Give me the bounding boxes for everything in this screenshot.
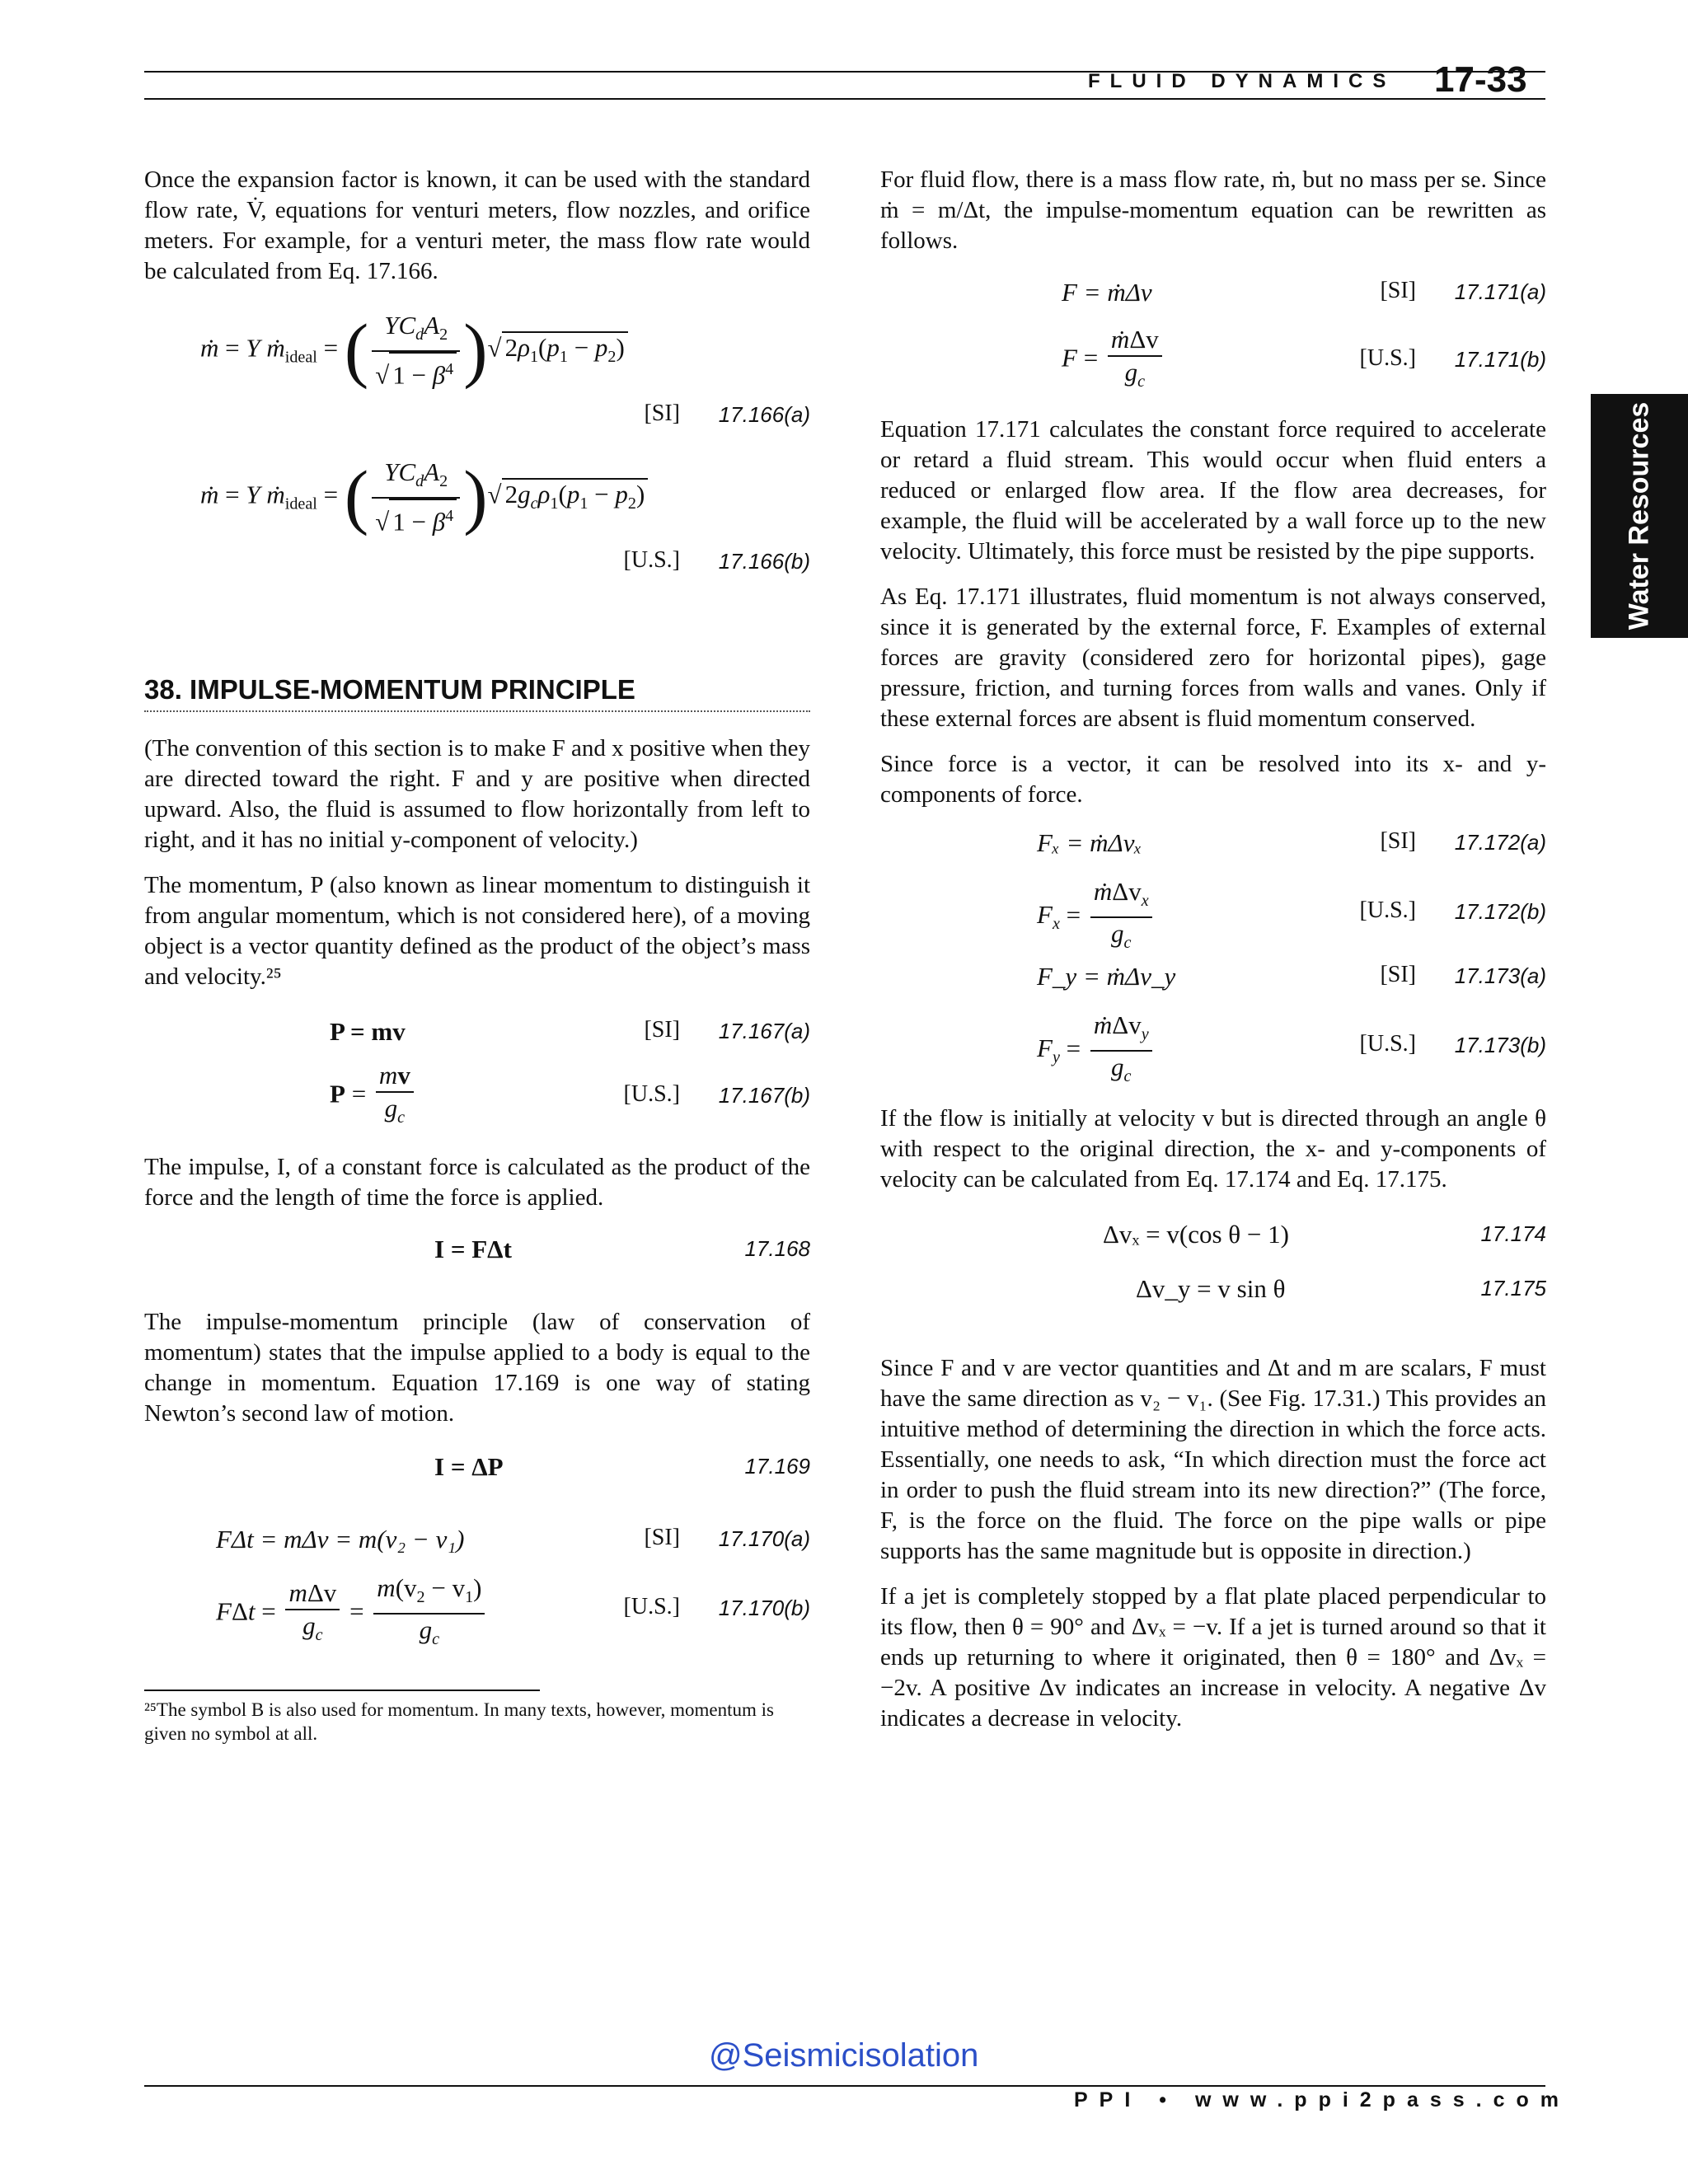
equation-math: P = mv (330, 1017, 406, 1046)
equation-number: 17.172(b) (1454, 899, 1546, 924)
paragraph: Equation 17.171 calculates the constant force required to accelerate or retard a fluid stream. This would occur when fluid enters a reduced or enlarged flow area. If the flow area decreases, for example, the fluid will be accelerated by a wall force up to the new velocity. Ultimately, this force must be resisted by the pipe supports. (880, 416, 1546, 565)
paragraph: If the flow is initially at velocity v but is directed through an angle θ with respect to the original direction, the x- and y-components of velocity can be calculated from Eq. 17.174 and Eq. 17.175. (880, 1105, 1546, 1193)
paragraph: (The convention of this section is to make F and x positive when they are directed toward the right. F and y are positive when directed upward. Also, the fluid is assumed to flow horizontally from left to right, and it has no initial y-component of velocity.) (144, 735, 810, 853)
equation-math: I = FΔt (434, 1235, 512, 1263)
equation-number: 17.167(b) (718, 1083, 810, 1108)
equation-number: 17.173(a) (1454, 963, 1546, 988)
equation-17-175 (880, 1271, 1546, 1325)
equation-number: 17.174 (1480, 1221, 1546, 1246)
header-rule-bottom (144, 98, 1545, 100)
unit-system-label: [SI] (644, 1017, 680, 1043)
equation-number: 17.173(b) (1454, 1033, 1546, 1057)
equation-math: P = $\frac{mv}{g_c}$ (330, 1060, 417, 1133)
equation-math: $F_x$ = $\frac{ṁ\Delta v_x}{g_c}$ (1037, 876, 1156, 958)
side-tab-label: Water Resources (1623, 401, 1655, 630)
side-tab (1591, 394, 1688, 638)
equation-17-166a-label (144, 401, 810, 440)
equation-math: F_y = ṁΔv_y (1037, 962, 1176, 991)
equation-17-166a (144, 310, 810, 401)
equation-number: 17.171(b) (1454, 347, 1546, 372)
equation-math: ṁ = Y ṁ$_{ideal}$ = ( $\frac{YC_dA_2}{√ 1 - \beta^4}$ )√ $2g_c\rho_1(p_1 - p_2)$ (200, 457, 648, 538)
left-column (144, 165, 810, 1746)
equation-17-166b-label (144, 547, 810, 587)
equation-17-169 (144, 1446, 810, 1505)
paragraph: The impulse, I, of a constant force is calculated as the product of the force and the length of time the force is applied. (144, 1154, 810, 1211)
section-heading: 38. IMPULSE-MOMENTUM PRINCIPLE (144, 674, 810, 712)
equation-math: $F_y$ = $\frac{ṁ\Delta v_y}{g_c}$ (1037, 1010, 1156, 1092)
equation-17-171a (880, 274, 1546, 324)
equation-17-173a (880, 958, 1546, 1010)
unit-system-label: [SI] (1380, 278, 1416, 303)
equation-17-172a (880, 825, 1546, 876)
equation-17-174 (880, 1216, 1546, 1271)
equation-number: 17.175 (1480, 1276, 1546, 1301)
equation-math: Δv_y = v sin θ (1136, 1274, 1286, 1303)
unit-system-label: [SI] (1380, 962, 1416, 987)
equation-math: FΔt = $\frac{\text{mΔv}}{g_c}$ = $\frac{m(v_2 - v_1)}{g_c}$ (216, 1572, 488, 1655)
equation-17-173b (880, 1010, 1546, 1092)
equation-number: 17.166(a) (718, 402, 810, 427)
equation-number: 17.172(a) (1454, 830, 1546, 855)
paragraph: Once the expansion factor is known, it can be used with the standard flow rate, V̇, equations for venturi meters, flow nozzles, and orifice meters. For example, for a venturi meter, the mass flow rate would be calculated from Eq. 17.166. (144, 166, 810, 284)
footer-url: PPI • www.ppi2pass.com (1074, 2088, 1571, 2111)
equation-17-166b (144, 457, 810, 547)
equation-17-171b (880, 324, 1546, 403)
equation-17-168 (144, 1228, 810, 1287)
equation-math: ṁ = Y ṁ$_{ideal}$ = ( $\frac{YC_dA_2}{√ 1 - \beta^4}$ )√ $2\rho_1(p_1 - p_2)$ (200, 310, 628, 391)
unit-system-label: [SI] (1380, 828, 1416, 854)
running-header: FLUID DYNAMICS (1088, 70, 1396, 92)
equation-17-170a (144, 1520, 810, 1572)
unit-system-label: [SI] (644, 401, 680, 426)
footnote-rule (144, 1690, 540, 1691)
paragraph: If a jet is completely stopped by a flat plate placed perpendicular to its flow, then θ = 90° and Δvₓ = −v. If a jet is turned around so that it ends up returning to where it originated, then θ = 180° and Δvₓ = −2v. A positive Δv indicates an increase in velocity. A negative Δv indicates a decrease in velocity. (880, 1583, 1546, 1732)
unit-system-label: [U.S.] (1359, 898, 1416, 923)
equation-17-167a (144, 1010, 810, 1060)
equation-number: 17.168 (744, 1236, 810, 1261)
equation-number: 17.169 (744, 1454, 810, 1479)
equation-17-170b (144, 1572, 810, 1655)
footnote: ²⁵The symbol B is also used for momentum. In many texts, however, momentum is given no symbol at all. (144, 1699, 774, 1744)
paragraph: The impulse-momentum principle (law of conservation of momentum) states that the impulse applied to a body is equal to the change in momentum. Equation 17.169 is one way of stating Newton’s second law of motion. (144, 1309, 810, 1427)
equation-17-167b (144, 1060, 810, 1136)
page-number: 17-33 (1434, 59, 1527, 100)
unit-system-label: [U.S.] (1359, 1031, 1416, 1057)
equation-math: Fₓ = ṁΔvₓ (1037, 828, 1142, 857)
equation-number: 17.171(a) (1454, 279, 1546, 304)
equation-math: F = ṁΔv (1062, 278, 1152, 307)
right-column (880, 165, 1546, 1734)
paragraph: As Eq. 17.171 illustrates, fluid momentum is not always conserved, since it is generated by the external force, F. Examples of external forces are gravity (considered zero for horizontal pipes), gage pressure, friction, and turning forces from walls and vanes. Only if these external forces are absent is fluid momentum conserved. (880, 583, 1546, 732)
unit-system-label: [U.S.] (1359, 345, 1416, 371)
unit-system-label: [SI] (644, 1525, 680, 1550)
equation-number: 17.170(b) (718, 1596, 810, 1620)
equation-number: 17.170(a) (718, 1526, 810, 1551)
paragraph: For fluid flow, there is a mass flow rate, ṁ, but no mass per se. Since ṁ = m/Δt, the impulse-momentum equation can be rewritten as follows. (880, 166, 1546, 254)
unit-system-label: [U.S.] (623, 547, 680, 573)
equation-math: Δvₓ = v(cos θ − 1) (1103, 1220, 1289, 1249)
paragraph: Since F and v are vector quantities and Δt and m are scalars, F must have the same direction as v₂ − v₁. (See Fig. 17.31.) This provides an intuitive method of determining the direction in which the force acts. Essentially, one needs to ask, “In which direction must the force act in order to push the fluid stream into its new direction?” (The force, F, is the force on the fluid. The force on the pipe walls or pipe supports has the same magnitude but is opposite in direction.) (880, 1355, 1546, 1564)
paragraph: Since force is a vector, it can be resolved into its x- and y-components of force. (880, 751, 1546, 808)
equation-number: 17.166(b) (718, 549, 810, 574)
footer-rule (144, 2085, 1545, 2087)
equation-number: 17.167(a) (718, 1019, 810, 1043)
equation-math: F = $\frac{\text{ṁΔv}}{g_c}$ (1062, 324, 1165, 397)
unit-system-label: [U.S.] (623, 1081, 680, 1107)
paragraph: The momentum, P (also known as linear momentum to distinguish it from angular momentum, which is not considered here), of a moving object is a vector quantity defined as the product of the object’s mass and velocity.²⁵ (144, 872, 810, 990)
unit-system-label: [U.S.] (623, 1594, 680, 1619)
equation-math: I = ΔP (434, 1452, 504, 1481)
equation-17-172b (880, 876, 1546, 958)
watermark: @Seismicisolation (709, 2037, 979, 2074)
equation-math: FΔt = mΔv = m(v₂ − v₁) (216, 1525, 465, 1554)
